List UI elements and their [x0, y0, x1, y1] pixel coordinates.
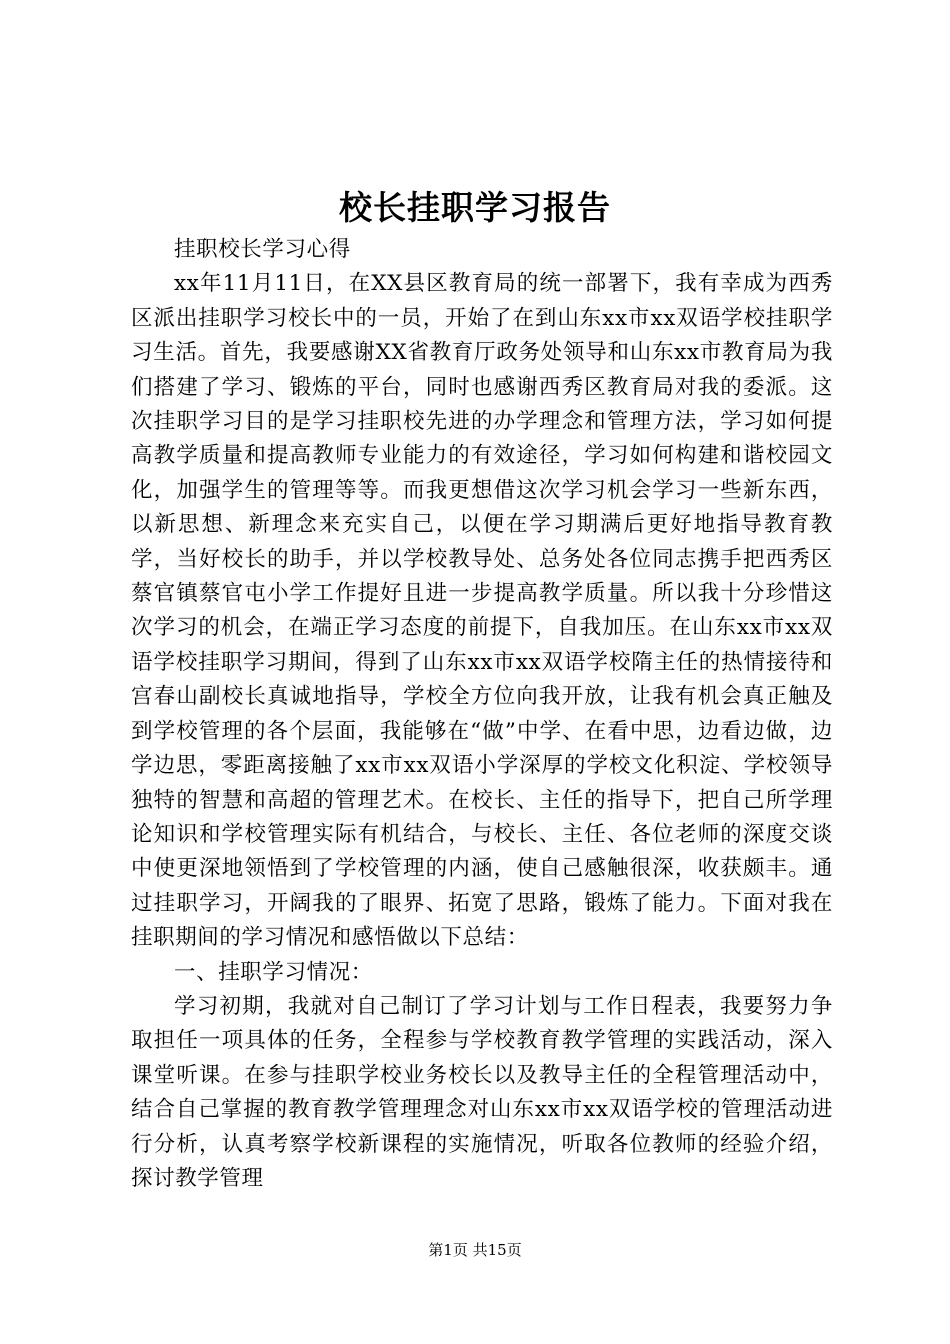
paragraph-intro: xx年11月11日，在XX县区教育局的统一部署下，我有幸成为西秀区派出挂职学习校长中的一员，开始了在到山东xx市xx双语学校挂职学习生活。首先，我要感谢XX省教育厅政务处领导和山东xx市教育局为我们搭建了学习、锻炼的平台，同时也感谢西秀区教育局对我的委派。这次挂职学习目的是学习挂职校先进的办学理念和管理方法，学习如何提高教学质量和提高教师专业能力的有效途径，学习如何构建和谐校园文化，加强学生的管理等等。而我更想借这次学习机会学习一些新东西，以新思想、新理念来充实自己，以便在学习期满后更好地指导教育教学，当好校长的助手，并以学校教导处、总务处各位同志携手把西秀区蔡官镇蔡官屯小学工作提好且进一步提高教学质量。所以我十分珍惜这次学习的机会，在端正学习态度的前提下，自我加压。在山东xx市xx双语学校挂职学习期间，得到了山东xx市xx双语学校隋主任的热情接待和宫春山副校长真诚地指导，学校全方位向我开放，让我有机会真正触及到学校管理的各个层面，我能够在“做”中学、在看中思，边看边做，边学边思，零距离接触了xx市xx双语小学深厚的学校文化积淀、学校领导独特的智慧和高超的管理艺术。在校长、主任的指导下，把自己所学理论知识和学校管理实际有机结合，与校长、主任、各位老师的深度交谈中使更深地领悟到了学校管理的内涵，使自己感触很深，收获颇丰。通过挂职学习，开阔我的了眼界、拓宽了思路，锻炼了能力。下面对我在挂职期间的学习情况和感悟做以下总结： [131, 271, 833, 951]
page-number-footer: 第1页 共15页 [428, 1241, 522, 1259]
document-title: 校长挂职学习报告 [339, 188, 611, 227]
section-heading: 一、挂职学习情况： [174, 959, 373, 985]
paragraph-subtitle: 挂职校长学习心得 [174, 237, 351, 262]
document-body [131, 233, 833, 1196]
paragraph-study-plan: 学习初期，我就对自己制订了学习计划与工作日程表，我要努力争取担任一项具体的任务，全程参与学校教育教学管理的实践活动，深入课堂听课。在参与挂职学校业务校长以及教导主任的全程管理活动中，结合自己掌握的教育教学管理理念对山东xx市xx双语学校的管理活动进行分析，认真考察学校新课程的实施情况，听取各位教师的经验介绍，探讨教学管理 [131, 993, 833, 1191]
